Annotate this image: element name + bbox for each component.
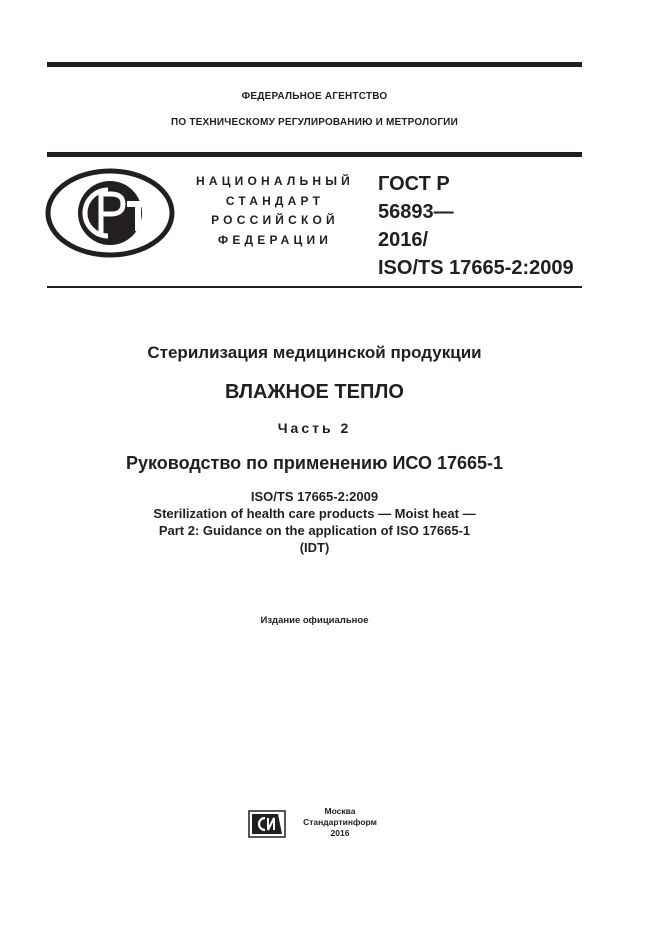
- national-standard-line: ФЕДЕРАЦИИ: [217, 232, 333, 247]
- bottom-rule: [47, 286, 582, 288]
- designation-line: ГОСТ Р: [378, 173, 450, 195]
- document-title: Стерилизация медицинской продукции: [147, 343, 482, 362]
- standard-designation: [378, 170, 578, 282]
- english-title-line: Sterilization of health care products — Moist heat —: [153, 506, 476, 521]
- publisher-name: Стандартинформ: [303, 817, 377, 827]
- publisher-year: 2016: [330, 828, 350, 838]
- english-title-line: ISO/TS 17665-2:2009: [250, 489, 379, 504]
- national-standard-line: СТАНДАРТ: [225, 193, 325, 208]
- national-standard-label: [190, 172, 360, 250]
- designation-line: 2016/: [378, 229, 429, 251]
- gost-r-mark-icon: [45, 168, 175, 258]
- english-title-block: [47, 488, 582, 556]
- english-title-line: (IDT): [299, 540, 330, 555]
- part-title: Руководство по применению ИСО 17665-1: [125, 453, 504, 473]
- standartinform-logo-icon: [248, 810, 286, 838]
- designation-line: 56893—: [378, 201, 454, 223]
- edition-label: Издание официальное: [260, 615, 369, 626]
- part-number: Часть 2: [277, 420, 352, 436]
- national-standard-line: РОССИЙСКОЙ: [211, 213, 339, 227]
- document-subtitle: ВЛАЖНОЕ ТЕПЛО: [225, 381, 404, 403]
- national-standard-line: НАЦИОНАЛЬНЫЙ: [195, 174, 355, 188]
- publisher-city: Москва: [324, 806, 356, 816]
- agency-line-2: ПО ТЕХНИЧЕСКОМУ РЕГУЛИРОВАНИЮ И МЕТРОЛОГИИ: [171, 117, 458, 128]
- publisher-block: [300, 806, 380, 839]
- top-rule: [47, 62, 582, 67]
- middle-rule: [47, 152, 582, 157]
- english-title-line: Part 2: Guidance on the application of ISO 17665-1: [158, 523, 471, 538]
- designation-line: ISO/TS 17665-2:2009: [378, 257, 574, 279]
- agency-line-1: ФЕДЕРАЛЬНОЕ АГЕНТСТВО: [241, 91, 388, 102]
